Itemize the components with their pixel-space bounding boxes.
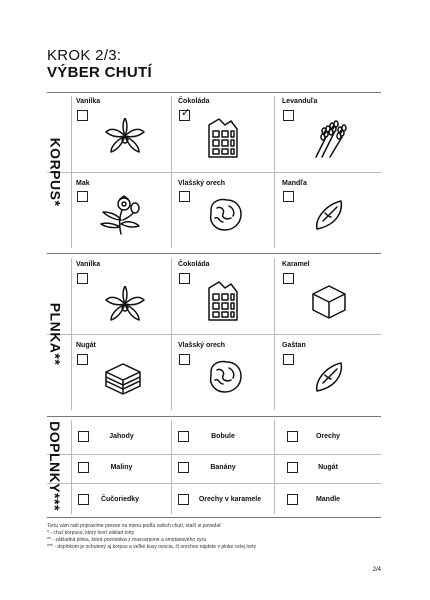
chocolate-bar-icon bbox=[207, 117, 239, 159]
checkbox[interactable] bbox=[179, 191, 190, 202]
flavor-label: Mandľa bbox=[282, 180, 307, 187]
flavor-label: Čokoláda bbox=[178, 261, 210, 268]
topping-label: Orechy v karamele bbox=[198, 496, 262, 503]
topping-label: Bobule bbox=[211, 433, 235, 440]
divider bbox=[47, 517, 381, 518]
topping-label: Čučoriedky bbox=[100, 496, 140, 503]
chestnut-icon bbox=[313, 361, 345, 393]
divider bbox=[47, 454, 381, 455]
checkbox[interactable] bbox=[78, 462, 89, 473]
flavor-label: Mak bbox=[76, 180, 90, 187]
checkbox[interactable] bbox=[77, 110, 88, 121]
caramel-cube-icon bbox=[311, 284, 347, 320]
checkbox[interactable] bbox=[287, 431, 298, 442]
checkbox-checked[interactable] bbox=[179, 107, 191, 121]
divider bbox=[47, 92, 381, 93]
page-title: VÝBER CHUTÍ bbox=[47, 64, 152, 81]
check-icon: ✓ bbox=[181, 107, 191, 119]
vanilla-flower-icon bbox=[105, 118, 145, 154]
checkbox[interactable] bbox=[179, 273, 190, 284]
checkbox[interactable] bbox=[78, 494, 89, 505]
flavor-label: Gaštan bbox=[282, 342, 306, 349]
footnote: Tortu vám radi pripravíme presne na mieru podľa vašich chutí, stačí si povedať bbox=[47, 523, 221, 529]
checkbox[interactable] bbox=[77, 273, 88, 284]
divider bbox=[47, 416, 381, 417]
checkbox[interactable] bbox=[178, 431, 189, 442]
vanilla-flower-icon bbox=[105, 286, 145, 322]
flavor-label: Levanduľa bbox=[282, 98, 318, 105]
checkbox[interactable] bbox=[283, 110, 294, 121]
checkbox[interactable] bbox=[78, 431, 89, 442]
nougat-icon bbox=[104, 362, 142, 396]
walnut-icon bbox=[205, 196, 245, 232]
topping-label: Nugát bbox=[318, 464, 338, 471]
divider bbox=[47, 483, 381, 484]
poppy-icon bbox=[97, 194, 143, 236]
checkbox[interactable] bbox=[179, 354, 190, 365]
divider bbox=[47, 172, 381, 173]
lavender-icon bbox=[312, 117, 348, 159]
checkbox[interactable] bbox=[287, 494, 298, 505]
divider bbox=[47, 334, 381, 335]
flavor-label: Vanilka bbox=[76, 98, 101, 105]
checkbox[interactable] bbox=[77, 354, 88, 365]
step-label: KROK 2/3: bbox=[47, 47, 122, 64]
chocolate-bar-icon bbox=[207, 280, 239, 322]
topping-label: Jahody bbox=[109, 433, 134, 440]
footnote: *** - doplnkom je ochutený aj korpus a veľké kusy ovocia, či orechov nájdete v plnke celej torty bbox=[47, 544, 257, 550]
divider bbox=[47, 253, 381, 254]
footnote: ** - základná plnka, ktorá pozostáva z mascarpone a smotanového syra bbox=[47, 537, 206, 543]
checkbox[interactable] bbox=[283, 191, 294, 202]
topping-label: Mandle bbox=[315, 496, 341, 503]
checkbox[interactable] bbox=[283, 354, 294, 365]
section-label-korpus: KORPUS* bbox=[47, 137, 64, 207]
flavor-label: Vlašský orech bbox=[178, 342, 226, 349]
flavor-label: Vanilka bbox=[76, 261, 101, 268]
section-label-doplnky: DOPLNKY*** bbox=[47, 421, 64, 511]
topping-label: Banány bbox=[210, 464, 236, 471]
flavor-label: Nugát bbox=[76, 342, 96, 349]
topping-label: Orechy bbox=[315, 433, 341, 440]
flavor-label: Karamel bbox=[282, 261, 310, 268]
checkbox[interactable] bbox=[77, 191, 88, 202]
checkbox[interactable] bbox=[283, 273, 294, 284]
flavor-label: Vlašský orech bbox=[178, 180, 226, 187]
section-label-plnka: PLNKA** bbox=[47, 302, 63, 366]
footnote: * - chuť korpusu, ktorý tvorí základ torty bbox=[47, 530, 135, 536]
walnut-icon bbox=[205, 358, 245, 394]
almond-icon bbox=[313, 199, 345, 231]
topping-label: Maliny bbox=[110, 464, 133, 471]
checkbox[interactable] bbox=[178, 494, 189, 505]
flavor-label: Čokoláda bbox=[178, 98, 210, 105]
page-number: 2/4 bbox=[372, 567, 381, 573]
checkbox[interactable] bbox=[178, 462, 189, 473]
checkbox[interactable] bbox=[287, 462, 298, 473]
